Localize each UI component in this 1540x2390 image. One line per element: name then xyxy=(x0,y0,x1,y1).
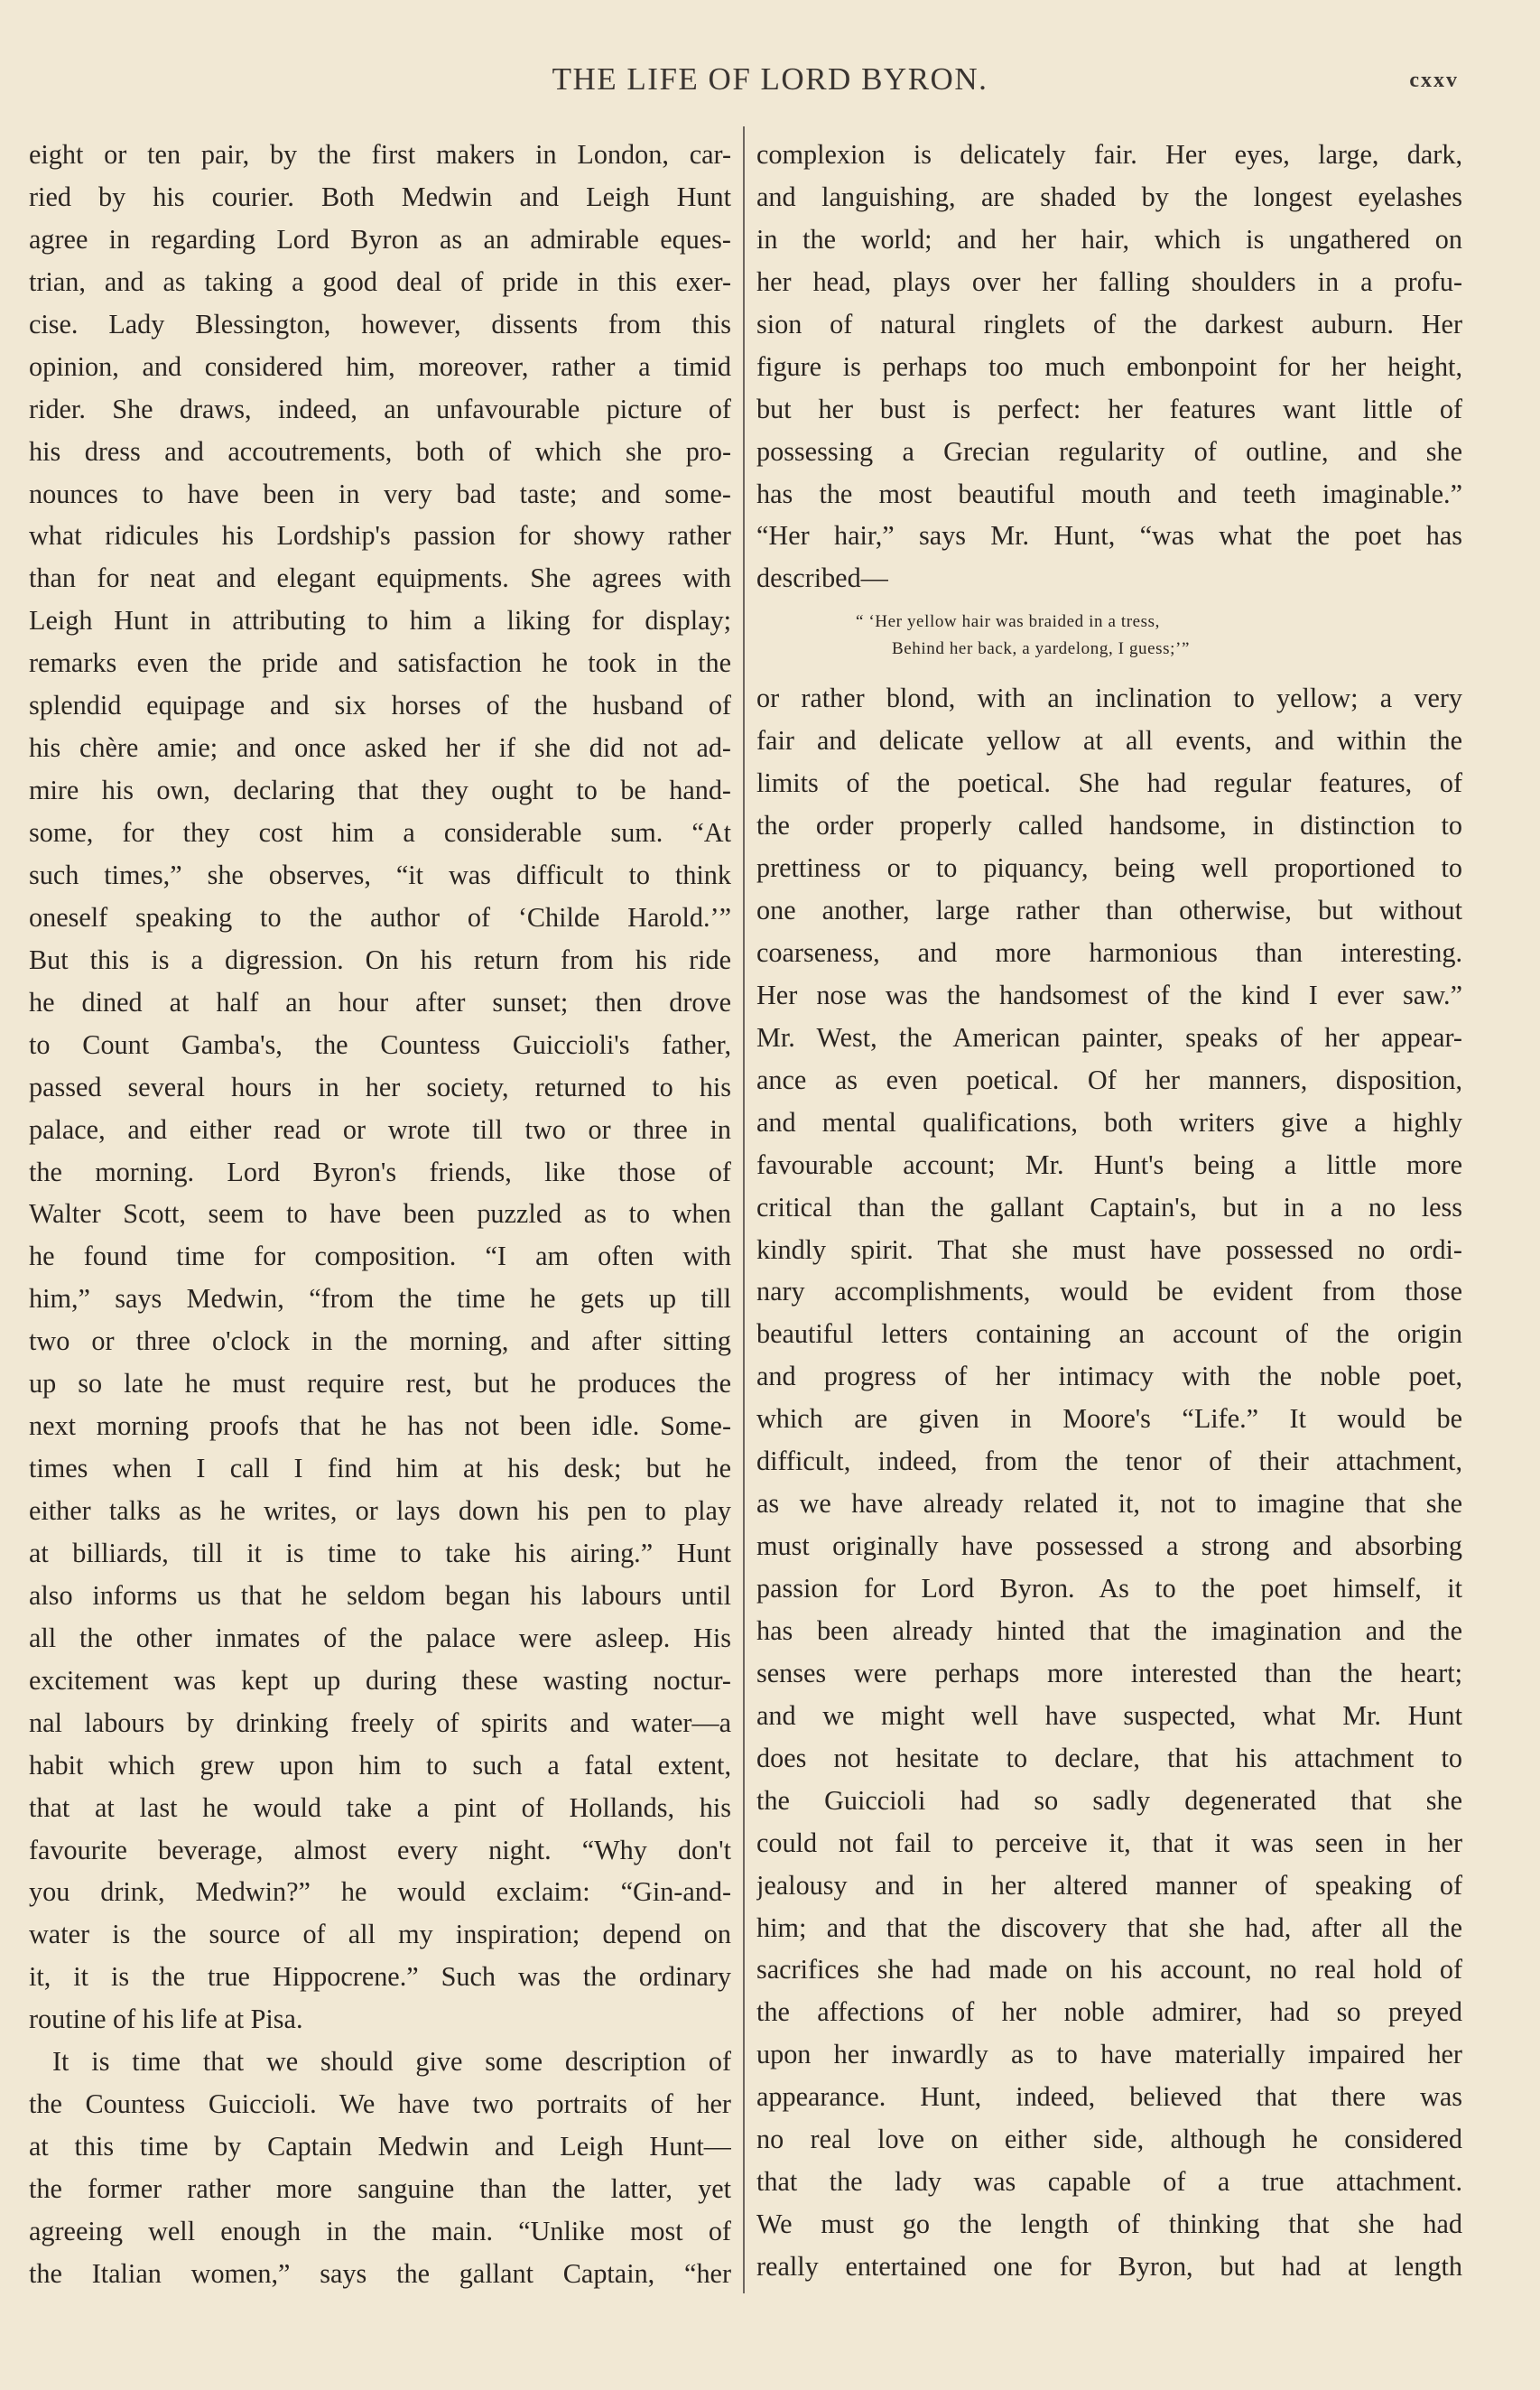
text-line: habit which grew upon him to such a fatal extent, xyxy=(29,1749,731,1781)
text-line: must originally have possessed a strong and absorbing xyxy=(756,1530,1462,1562)
text-line: all the other inmates of the palace were asleep. His xyxy=(29,1622,731,1653)
text-line: sion of natural ringlets of the darkest auburn. Her xyxy=(756,308,1462,339)
text-line: beautiful letters containing an account of the origin xyxy=(756,1318,1462,1350)
text-line: some, for they cost him a considerable sum. “At xyxy=(29,817,731,848)
text-line: he found time for composition. “I am often with xyxy=(29,1241,731,1272)
text-line: or rather blond, with an inclination to yellow; a very xyxy=(756,683,1462,714)
text-line: could not fail to perceive it, that it was seen in her xyxy=(756,1827,1462,1858)
text-line: passed several hours in her society, returned to his xyxy=(29,1071,731,1102)
text-line: two or three o'clock in the morning, and after sitting xyxy=(29,1325,731,1357)
text-line: his chère amie; and once asked her if she did not ad- xyxy=(29,732,731,764)
text-line: one another, large rather than otherwise, but without xyxy=(756,895,1462,925)
text-line: remarks even the pride and satisfaction he took in the xyxy=(29,647,731,679)
text-line: nal labours by drinking freely of spirits and water—a xyxy=(29,1706,731,1738)
text-line: him,” says Medwin, “from the time he gets up till xyxy=(29,1283,731,1315)
text-line: and progress of her intimacy with the noble poet, xyxy=(756,1361,1462,1392)
text-line: rider. She draws, indeed, an unfavourable picture of xyxy=(29,393,731,424)
text-line: also informs us that he seldom began his labours until xyxy=(29,1579,731,1611)
text-line: and mental qualifications, both writers give a highly xyxy=(756,1106,1462,1138)
text-line: figure is perhaps too much embonpoint for her height, xyxy=(756,350,1462,382)
text-line: ried by his courier. Both Medwin and Leigh Hunt xyxy=(29,181,731,212)
text-line: coarseness, and more harmonious than interesting. xyxy=(756,936,1462,968)
text-line: upon her inwardly as to have materially impaired her xyxy=(756,2039,1462,2070)
text-line: you drink, Medwin?” he would exclaim: “Gin-and- xyxy=(29,1876,731,1908)
text-line: prettiness or to piquancy, being well proportioned to xyxy=(756,852,1462,884)
text-line: that the lady was capable of a true attachment. xyxy=(756,2166,1462,2198)
text-line: either talks as he writes, or lays down his pen to play xyxy=(29,1495,731,1526)
text-line: at billiards, till it is time to take his airing.” Hunt xyxy=(29,1537,731,1568)
text-line: and languishing, are shaded by the longest eyelashes xyxy=(756,181,1462,212)
text-line: mire his own, declaring that they ought to be hand- xyxy=(29,775,731,806)
text-line: in the world; and her hair, which is ungathered on xyxy=(756,223,1462,255)
text-line: the former rather more sanguine than the latter, yet xyxy=(29,2173,731,2204)
text-line: and we might well have suspected, what Mr. Hunt xyxy=(756,1699,1462,1731)
text-line: senses were perhaps more interested than the heart; xyxy=(756,1657,1462,1688)
text-line: the Countess Guiccioli. We have two portraits of her xyxy=(29,2088,731,2120)
text-line: the Guiccioli had so sadly degenerated that she xyxy=(756,1784,1462,1816)
text-line: next morning proofs that he has not been idle. Some- xyxy=(29,1410,731,1442)
text-line: at this time by Captain Medwin and Leigh Hunt— xyxy=(29,2131,731,2162)
text-line: than for neat and elegant equipments. She agrees with xyxy=(29,563,731,594)
text-line: difficult, indeed, from the tenor of their attachment, xyxy=(756,1446,1462,1477)
text-line: has the most beautiful mouth and teeth imaginable.” xyxy=(756,478,1462,509)
text-line: the order properly called handsome, in distinction to xyxy=(756,810,1462,842)
text-line: times when I call I find him at his desk; but he xyxy=(29,1453,731,1484)
left-column xyxy=(29,134,731,2301)
text-line: Walter Scott, seem to have been puzzled as to when xyxy=(29,1198,731,1230)
text-line: “Her hair,” says Mr. Hunt, “was what the poet has xyxy=(756,520,1462,552)
text-line: fair and delicate yellow at all events, and within the xyxy=(756,725,1462,757)
text-line: splendid equipage and six horses of the husband of xyxy=(29,690,731,721)
text-line: the Italian women,” says the gallant Captain, “her xyxy=(29,2257,731,2289)
text-line: her head, plays over her falling shoulders in a profu- xyxy=(756,265,1462,297)
text-line: Her nose was the handsomest of the kind I ever saw.” xyxy=(756,979,1462,1010)
text-line: cise. Lady Blessington, however, dissents from this xyxy=(29,308,731,339)
text-line: trian, and as taking a good deal of pride in this exer- xyxy=(29,265,731,297)
text-line: does not hesitate to declare, that his attachment to xyxy=(756,1742,1462,1773)
text-line: to Count Gamba's, the Countess Guiccioli's father, xyxy=(29,1028,731,1060)
text-line: it, it is the true Hippocrene.” Such was the ordinary xyxy=(29,1961,731,1993)
page-header xyxy=(0,61,1540,116)
text-line: water is the source of all my inspiration; depend on xyxy=(29,1919,731,1950)
text-line: It is time that we should give some description of xyxy=(52,2046,731,2078)
text-line: We must go the length of thinking that she had xyxy=(756,2209,1462,2240)
text-line: oneself speaking to the author of ‘Childe Harold.’” xyxy=(29,901,731,933)
text-line: the affections of her noble admirer, had so preyed xyxy=(756,1996,1462,2028)
text-line: appearance. Hunt, indeed, believed that there was xyxy=(756,2081,1462,2113)
text-line: critical than the gallant Captain's, but in a no less xyxy=(756,1191,1462,1223)
text-line: no real love on either side, although he considered xyxy=(756,2124,1462,2155)
text-line: possessing a Grecian regularity of outline, and she xyxy=(756,435,1462,467)
text-line: favourite beverage, almost every night. “Why don't xyxy=(29,1834,731,1865)
text-line: eight or ten pair, by the first makers in London, car- xyxy=(29,139,731,170)
text-line: his dress and accoutrements, both of which she pro- xyxy=(29,435,731,467)
text-line: really entertained one for Byron, but had at length xyxy=(756,2251,1462,2282)
text-line: the morning. Lord Byron's friends, like those of xyxy=(29,1156,731,1187)
text-line: excitement was kept up during these wasting noctur- xyxy=(29,1664,731,1696)
text-line: described— xyxy=(756,563,888,594)
running-title: THE LIFE OF LORD BYRON. xyxy=(552,61,988,97)
column-divider xyxy=(743,126,745,2293)
text-line: sacrifices she had made on his account, no real hold of xyxy=(756,1954,1462,1985)
verse-line: Behind her back, a yardelong, I guess;’” xyxy=(892,639,1191,659)
text-line: as we have already related it, not to imagine that she xyxy=(756,1488,1462,1520)
text-line: jealousy and in her altered manner of speaking of xyxy=(756,1869,1462,1901)
text-line: ance as even poetical. Of her manners, disposition, xyxy=(756,1064,1462,1095)
text-line: complexion is delicately fair. Her eyes, large, dark, xyxy=(756,139,1462,170)
text-line: agreeing well enough in the main. “Unlike most of xyxy=(29,2215,731,2246)
text-line: kindly spirit. That she must have possessed no ordi- xyxy=(756,1233,1462,1265)
verse-line: “ ‘Her yellow hair was braided in a tress, xyxy=(856,612,1161,632)
text-line: nary accomplishments, would be evident from those xyxy=(756,1276,1462,1307)
text-line: he dined at half an hour after sunset; then drove xyxy=(29,986,731,1018)
text-line: opinion, and considered him, moreover, rather a timid xyxy=(29,350,731,382)
text-line: him; and that the discovery that she had, after all the xyxy=(756,1911,1462,1943)
page-number: cxxv xyxy=(1409,69,1459,92)
right-column xyxy=(756,134,1462,2301)
text-line: such times,” she observes, “it was difficult to think xyxy=(29,859,731,890)
text-line: what ridicules his Lordship's passion for showy rather xyxy=(29,520,731,552)
text-line: which are given in Moore's “Life.” It would be xyxy=(756,1403,1462,1435)
text-line: favourable account; Mr. Hunt's being a little more xyxy=(756,1149,1462,1180)
text-line: Mr. West, the American painter, speaks of her appear- xyxy=(756,1021,1462,1053)
text-line: limits of the poetical. She had regular features, of xyxy=(756,767,1462,799)
text-line: that at last he would take a pint of Hollands, his xyxy=(29,1791,731,1823)
text-line: up so late he must require rest, but he produces the xyxy=(29,1368,731,1400)
text-line: But this is a digression. On his return from his ride xyxy=(29,944,731,975)
text-line: but her bust is perfect: her features want little of xyxy=(756,393,1462,424)
text-line: palace, and either read or wrote till two or three in xyxy=(29,1113,731,1145)
text-line: has been already hinted that the imagination and the xyxy=(756,1614,1462,1646)
text-line: agree in regarding Lord Byron as an admirable eques- xyxy=(29,223,731,255)
text-line: passion for Lord Byron. As to the poet himself, it xyxy=(756,1573,1462,1604)
text-line: nounces to have been in very bad taste; and some- xyxy=(29,478,731,509)
text-line: routine of his life at Pisa. xyxy=(29,2004,303,2035)
text-line: Leigh Hunt in attributing to him a liking for display; xyxy=(29,605,731,637)
